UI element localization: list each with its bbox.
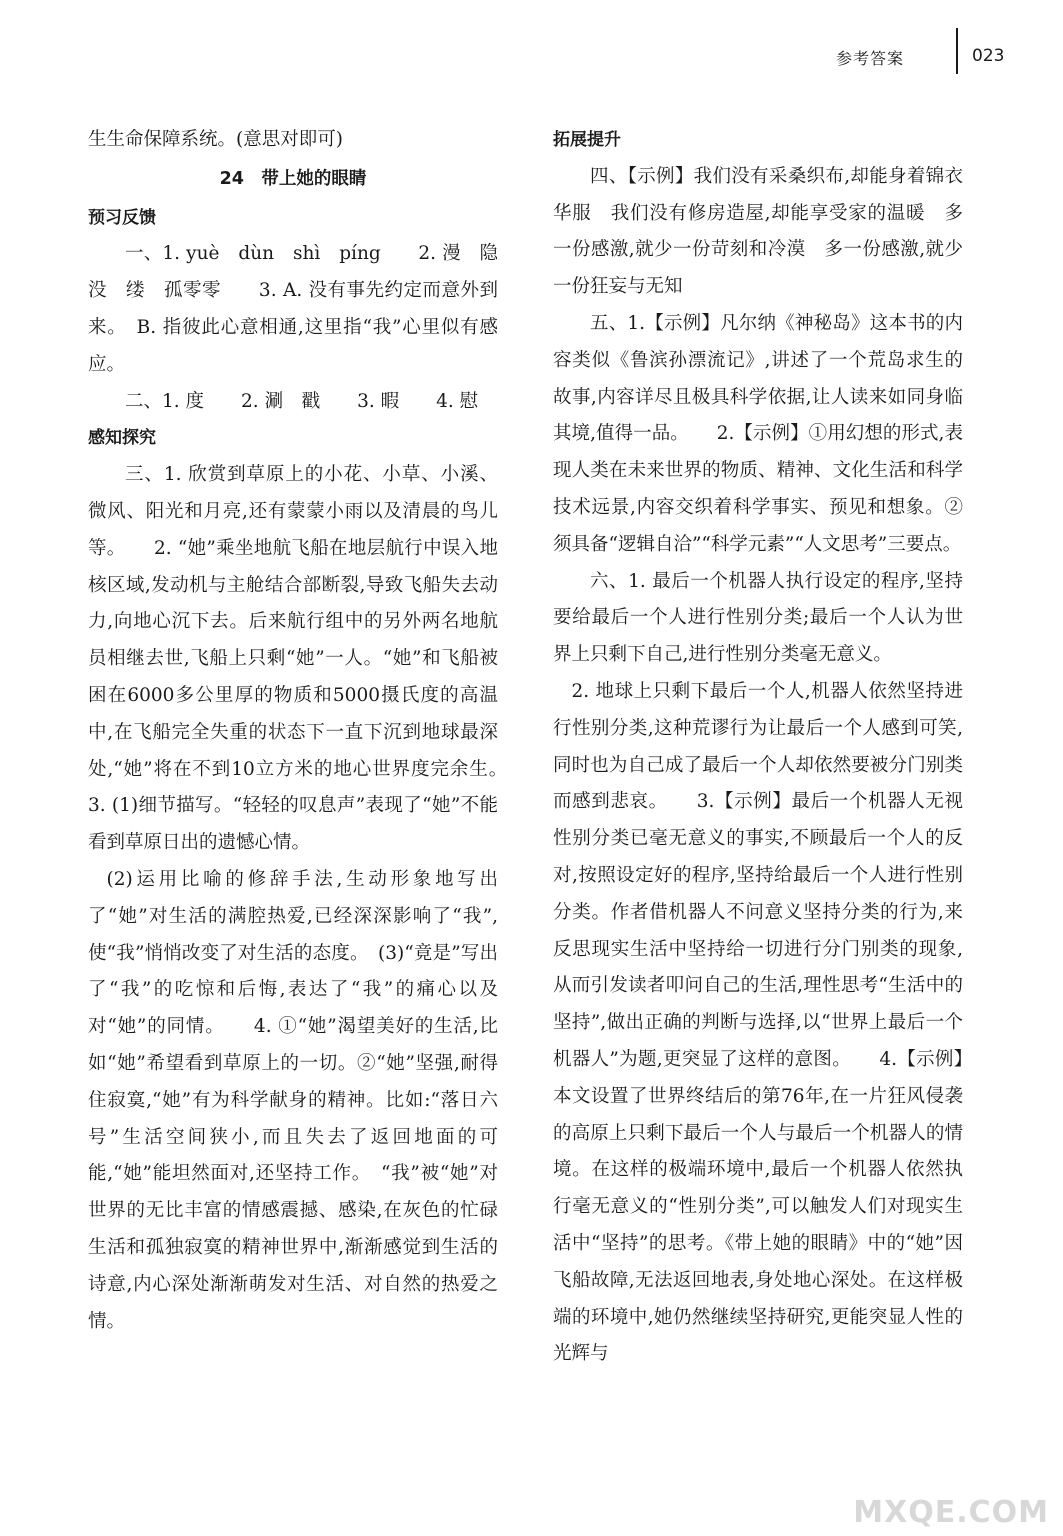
watermark-logo: MXQE.COM	[853, 1495, 1049, 1530]
answer-paragraph: 2. 地球上只剩下最后一个人,机器人依然坚持进行性别分类,这种荒谬行为让最后一个人感到可笑,同时也为自己成了最后一个人却依然要被分门别类而感到悲哀。 3.【示例】最后一个机器人无视性别分类已毫无意义的事实,不顾最后一个人的反对,按照设定好的程序,坚持给最后一个人进行性别分类。作者借机器人不问意义坚持分类的行为,来反思现实生活中坚持给一切进行分门别类的现象,从而引发读者叩问自己的生活,理性思考“生活中的坚持”,做出正确的判断与选择,以“世界上最后一个机器人”为题,更突显了这样的意图。 4.【示例】本文设置了世界终结后的第76年,在一片狂风侵袭的高原上只剩下最后一个人与最后一个机器人的情境。在这样的极端环境中,最后一个机器人依然执行毫无意义的“性别分类”,可以触发人们对现实生活中“坚持”的思考。《带上她的眼睛》中的“她”因飞船故障,无法返回地表,身处地心深处。在这样极端的环境中,她仍然继续坚持研究,更能突显人性的光辉与	[553, 680, 963, 1365]
answer-paragraph: 五、1.【示例】凡尔纳《神秘岛》这本书的内容类似《鲁滨孙漂流记》,讲述了一个荒岛求生的故事,内容详尽且极具科学依据,让人读来如同身临其境,值得一品。 2.【示例】①用幻想的形式,表现人类在未来世界的物质、精神、文化生活和科学技术远景,内容交织着科学事实、预见和想象。②须具备“逻辑自洽”“科学元素”“人文思考”三要点。	[553, 312, 963, 555]
header-divider	[956, 28, 958, 74]
section-heading-preview: 预习反馈	[88, 207, 156, 228]
page-number: 023	[972, 46, 1005, 66]
answer-paragraph: 四、【示例】我们没有采桑织布,却能身着锦衣华服 我们没有修房造屋,却能享受家的温暖 多一份感激,就少一份苛刻和冷漠 多一份感激,就少一份狂妄与无知	[553, 165, 963, 298]
answer-paragraph: (2)运用比喻的修辞手法,生动形象地写出了“她”对生活的满腔热爱,已经深深影响了“我”,使“我”悄悄改变了对生活的态度。 (3)“竟是”写出了“我”的吃惊和后悔,表达了“我”的痛心以及对“她”的同情。 4. ①“她”渴望美好的生活,比如“她”希望看到草原上的一切。②“她”坚强,耐得住寂寞,“她”有为科学献身的精神。比如:“落日六号”生活空间狭小,而且失去了返回地面的可能,“她”能坦然面对,还坚持工作。 “我”被“她”对世界的无比丰富的情感震撼、感染,在灰色的忙碌生活和孤独寂寞的精神世界中,渐渐感觉到生活的诗意,内心深处渐渐萌发对生活、对自然的热爱之情。	[88, 868, 498, 1332]
right-column	[553, 122, 963, 1373]
left-column	[88, 122, 536, 1340]
section-title: 参考答案	[836, 49, 905, 68]
answer-paragraph: 三、1. 欣赏到草原上的小花、小草、小溪、微风、阳光和月亮,还有蒙蒙小雨以及清晨的鸟儿等。 2. “她”乘坐地航飞船在地层航行中误入地核区域,发动机与主舱结合部断裂,导致飞船失去动力,向地心沉下去。后来航行组中的另外两名地航员相继去世,飞船上只剩“她”一人。“她”和飞船被困在6000多公里厚的物质和5000摄氏度的高温中,在飞船完全失重的状态下一直下沉到地球最深处,“她”将在不到10立方米的地心世界度完余生。 3. (1)细节描写。“轻轻的叹息声”表现了“她”不能看到草原日出的遗憾心情。	[88, 464, 536, 854]
answer-paragraph: 六、1. 最后一个机器人执行设定的程序,坚持要给最后一个人进行性别分类;最后一个人认为世界上只剩下自己,进行性别分类毫无意义。	[553, 570, 963, 666]
section-heading-explore: 感知探究	[88, 428, 156, 449]
continued-text: 生生命保障系统。(意思对即可)	[88, 129, 343, 150]
answer-paragraph: 一、1. yuè dùn shì píng 2. 漫 隐没 缕 孤零零 3. A. 没有事先约定而意外到来。 B. 指彼此心意相通,这里指“我”心里似有感应。	[88, 243, 498, 375]
answer-paragraph: 二、1. 度 2. 涮 戳 3. 暇 4. 慰	[125, 390, 479, 412]
section-heading-extend: 拓展提升	[553, 130, 621, 150]
article-title: 24 带上她的眼睛	[219, 168, 367, 189]
